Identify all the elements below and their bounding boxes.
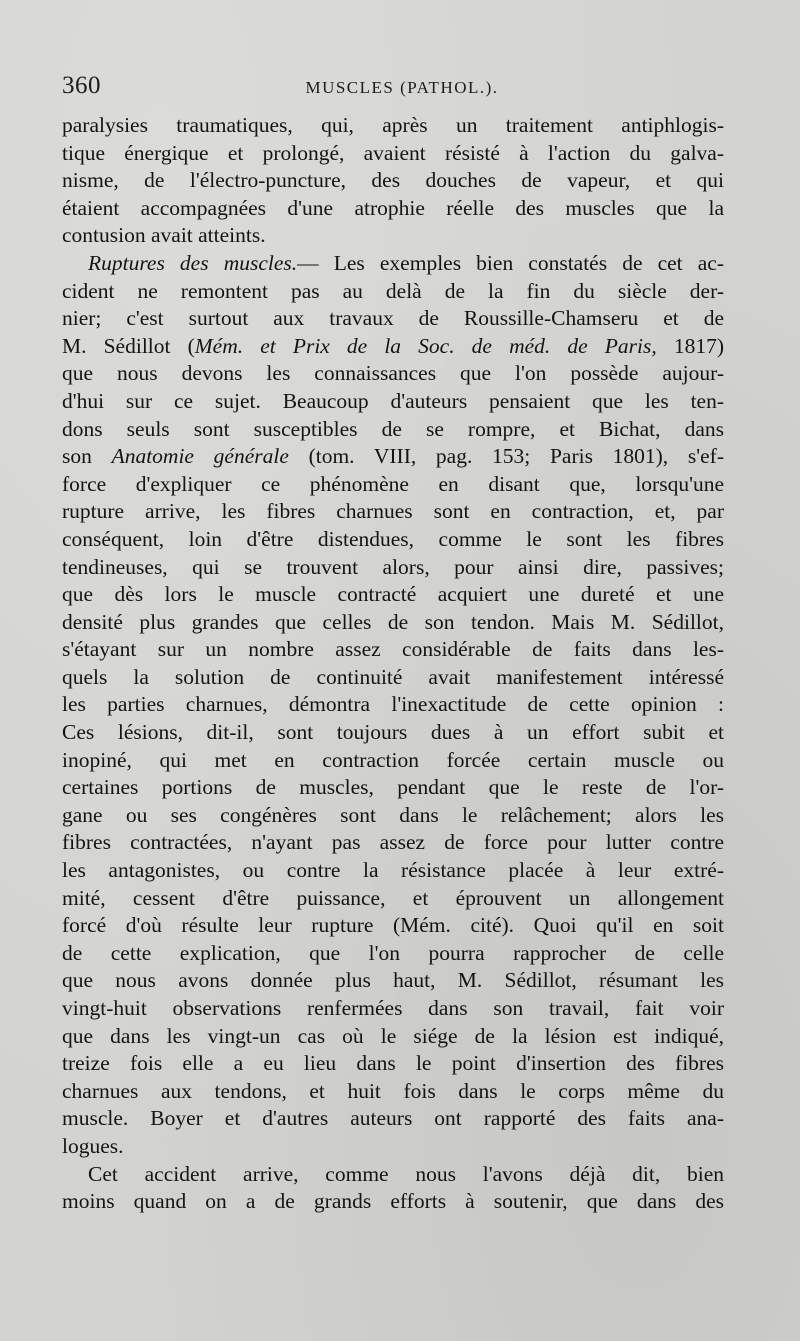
paragraph-2-continuation: [62, 471, 724, 1161]
paragraph-3: [62, 1161, 724, 1216]
text-line: tendineuses, qui se trouvent alors, pour ainsi dire, passives;: [62, 554, 724, 579]
body-text: [62, 112, 724, 1216]
text-line: moins quand on a de grands efforts à soutenir, que dans des: [62, 1189, 724, 1214]
text-line: les parties charnues, démontra l'inexactitude de cette opinion :: [62, 692, 724, 717]
text-line: gane ou ses congénères sont dans le relâchement; alors les: [62, 802, 724, 827]
text-line: muscle. Boyer et d'autres auteurs ont rapporté des faits ana-: [62, 1106, 724, 1131]
text-fragment: — Les exemples bien constatés de cet ac-: [297, 250, 724, 275]
text-line: rupture arrive, les fibres charnues sont en contraction, et, par: [62, 499, 724, 524]
text-line: mité, cessent d'être puissance, et éprouvent un allongement: [62, 885, 724, 910]
citation-title: Mém. et Prix de la Soc. de méd. de Paris,: [194, 333, 657, 358]
text-line: dons seuls sont susceptibles de se rompre, et Bichat, dans: [62, 416, 724, 441]
text-line: inopiné, qui met en contraction forcée certain muscle ou: [62, 747, 724, 772]
text-line: cident ne remontent pas au delà de la fin du siècle der-: [62, 278, 724, 303]
text-line: densité plus grandes que celles de son tendon. Mais M. Sédillot,: [62, 609, 724, 634]
text-line: Ces lésions, dit-il, sont toujours dues à un effort subit et: [62, 720, 724, 745]
text-line: charnues aux tendons, et huit fois dans le corps même du: [62, 1078, 724, 1103]
text-line: de cette explication, que l'on pourra rapprocher de celle: [62, 940, 724, 965]
text-line: Cet accident arrive, comme nous l'avons déjà dit, bien: [88, 1161, 724, 1186]
text-fragment: son: [62, 444, 112, 469]
text-line: forcé d'où résulte leur rupture (Mém. cité). Quoi qu'il en soit: [62, 913, 724, 938]
paragraph-2: [62, 250, 724, 1161]
paragraph-1: [62, 112, 724, 250]
text-line: certaines portions de muscles, pendant que le reste de l'or-: [62, 775, 724, 800]
text-line: conséquent, loin d'être distendues, comme le sont les fibres: [62, 526, 724, 551]
text-fragment: 1817): [656, 333, 724, 358]
text-line: que dans les vingt-un cas où le siége de la lésion est indiqué,: [62, 1023, 724, 1048]
text-line: [62, 443, 724, 471]
section-heading: Ruptures des muscles.: [88, 250, 298, 275]
text-line: d'hui sur ce sujet. Beaucoup d'auteurs pensaient que les ten-: [62, 388, 724, 413]
text-line: contusion avait atteints.: [62, 223, 266, 248]
text-line: fibres contractées, n'ayant pas assez de force pour lutter contre: [62, 830, 724, 855]
text-line: nier; c'est surtout aux travaux de Roussille-Chamseru et de: [62, 306, 724, 331]
page-number: 360: [62, 72, 101, 99]
text-line: paralysies traumatiques, qui, après un traitement antiphlogis-: [62, 113, 724, 137]
text-line: s'étayant sur un nombre assez considérable de faits dans les-: [62, 637, 724, 662]
text-line: nisme, de l'électro-puncture, des douches de vapeur, et qui: [62, 168, 724, 193]
text-line: quels la solution de continuité avait manifestement intéressé: [62, 664, 724, 689]
text-line: [62, 333, 724, 361]
text-line: tique énergique et prolongé, avaient résisté à l'action du galva-: [62, 140, 724, 165]
text-line: étaient accompagnées d'une atrophie réelle des muscles que la: [62, 195, 724, 220]
text-line: treize fois elle a eu lieu dans le point d'insertion des fibres: [62, 1051, 724, 1076]
text-line: que dès lors le muscle contracté acquiert une dureté et une: [62, 582, 724, 607]
text-line: que nous avons donnée plus haut, M. Sédillot, résumant les: [62, 968, 724, 993]
citation-title: Anatomie générale: [111, 444, 289, 469]
text-fragment: M. Sédillot (: [62, 333, 195, 358]
text-line: vingt-huit observations renfermées dans son travail, fait voir: [62, 996, 724, 1020]
text-line: logues.: [62, 1133, 124, 1158]
text-fragment: (tom. VIII, pag. 153; Paris 1801), s'ef-: [288, 444, 724, 469]
text-line: que nous devons les connaissances que l'on possède aujour-: [62, 361, 724, 386]
text-line: force d'expliquer ce phénomène en disant que, lorsqu'une: [62, 471, 724, 496]
running-head: MUSCLES (PATHOL.).: [305, 78, 499, 97]
page-header: [62, 72, 742, 106]
text-line: les antagonistes, ou contre la résistance placée à leur extré-: [62, 858, 724, 883]
text-line: [62, 250, 724, 278]
